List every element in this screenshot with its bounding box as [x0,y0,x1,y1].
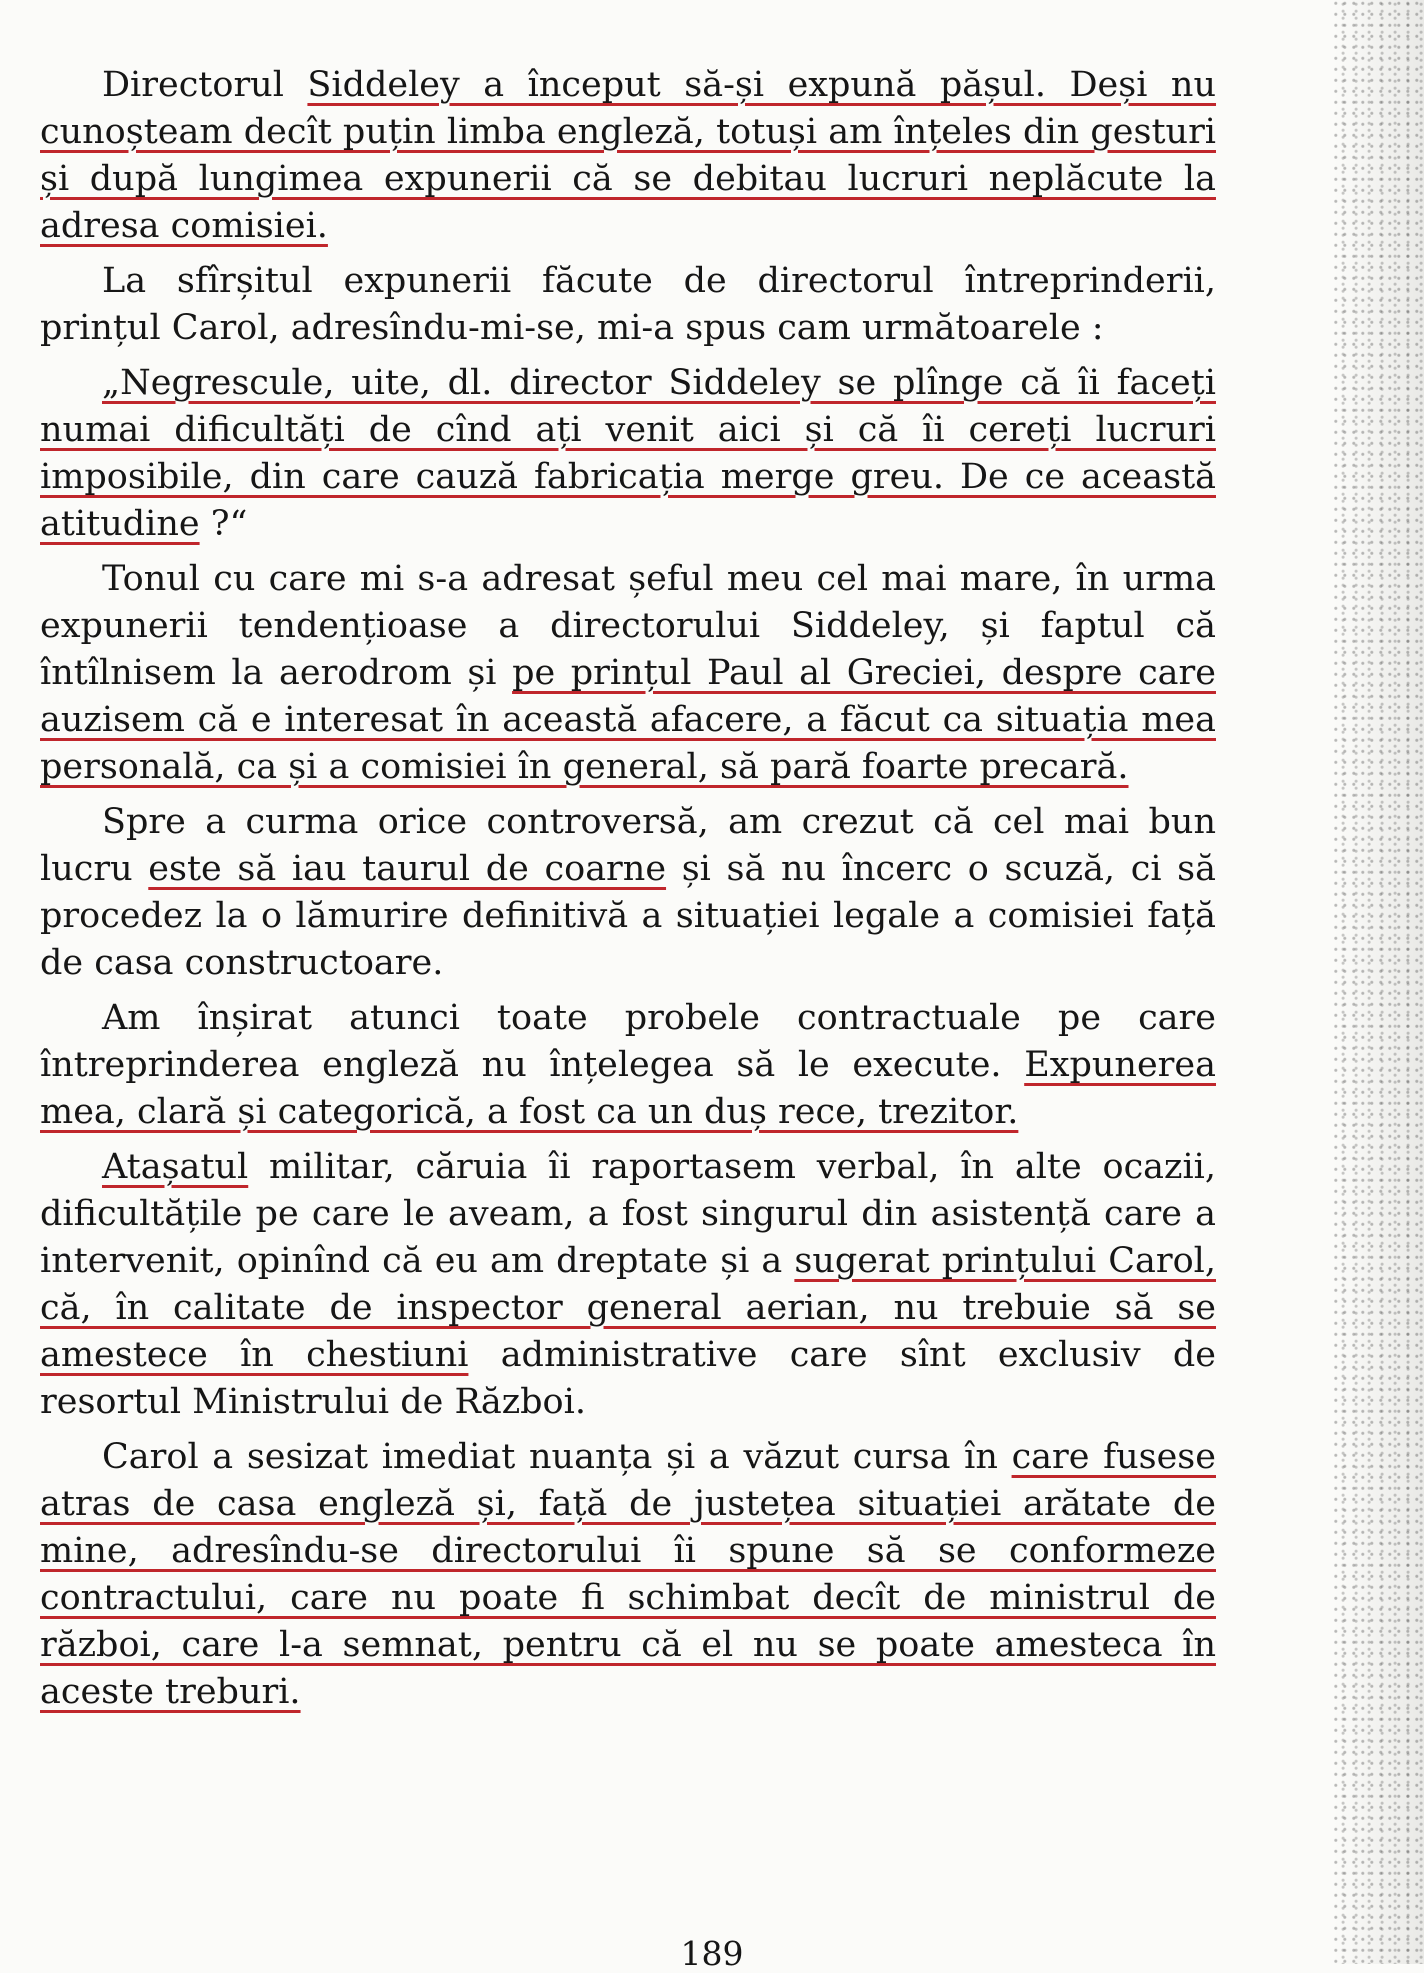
underlined-text: „Negrescule, uite, dl. director Siddeley se plînge că îi faceți numai dificultăți de cînd ați venit aici și că îi cereți lucruri imposibile, din care cauză fabricația merge greu. De ce această atitudine [40,363,1216,544]
paragraph-4 [40,556,1216,791]
text-segment: Tonul cu care mi s-a adresat șeful meu cel mai mare, în urma expunerii tendențioase a directorului Siddeley, și faptul că întîlnisem la aerodrom și [40,559,1216,693]
page-number: 189 [680,1934,744,1973]
text-segment: și să nu încerc o scuză, ci să procedez la o lămurire definitivă a situației legale a comisiei față de casa constructoare. [40,849,1217,983]
book-page-text [40,62,1216,1724]
underlined-text: este să iau taurul de coarne [148,849,667,889]
paragraph-3-quote [40,360,1216,548]
text-segment: ?“ [199,504,248,544]
underlined-text: Atașatul [102,1147,249,1187]
underlined-text: pe prințul Paul al Greciei, despre care auzisem că e interesat în această afacere, a făcut ca situația mea personală, ca și a comisiei în general, să pară foarte precară. [40,653,1216,787]
paragraph-1 [40,62,1216,250]
scan-edge-noise [1334,0,1424,1964]
text-segment: Spre a curma orice controversă, am crezut că cel mai bun lucru [40,802,1216,889]
underlined-text: sugerat prințului Carol, că, în calitate de inspector general aerian, nu trebuie să se amestece în chestiuni [40,1241,1216,1375]
text-segment: Directorul [102,65,308,105]
paragraph-8 [40,1434,1216,1716]
underlined-text: Expunerea mea, clară și categorică, a fost ca un duș rece, trezitor. [40,1045,1216,1132]
underlined-text: care fusese atras de casa engleză și, față de justețea situației arătate de mine, adresîndu-se directorului îi spune să se conformeze contractului, care nu poate fi schimbat decît de ministrul de război, care l-a semnat, pentru că el nu se poate amesteca în aceste treburi. [40,1437,1216,1712]
text-segment: Am înșirat atunci toate probele contractuale pe care întreprinderea engleză nu înțelegea să le execute. [40,998,1216,1085]
text-segment: La sfîrșitul expunerii făcute de directorul întreprinderii, prințul Carol, adresîndu-mi-se, mi-a spus cam următoarele : [40,261,1216,348]
text-segment: administrative care sînt exclusiv de resortul Ministrului de Război. [40,1335,1216,1422]
paragraph-6 [40,995,1216,1136]
text-segment: militar, căruia îi raportasem verbal, în alte ocazii, dificultățile pe care le aveam, a fost singurul din asistență care a intervenit, opinînd că eu am dreptate și a [40,1147,1216,1281]
underlined-text: Siddeley a început să-și expună pășul. Deși nu cunoșteam decît puțin limba engleză, totuși am înțeles din gesturi și după lungimea expunerii că se debitau lucruri neplăcute la adresa comisiei. [40,65,1217,246]
paragraph-2 [40,258,1216,352]
text-segment: Carol a sesizat imediat nuanța și a văzut cursa în [102,1437,1012,1477]
paragraph-7 [40,1144,1216,1426]
paragraph-5 [40,799,1216,987]
